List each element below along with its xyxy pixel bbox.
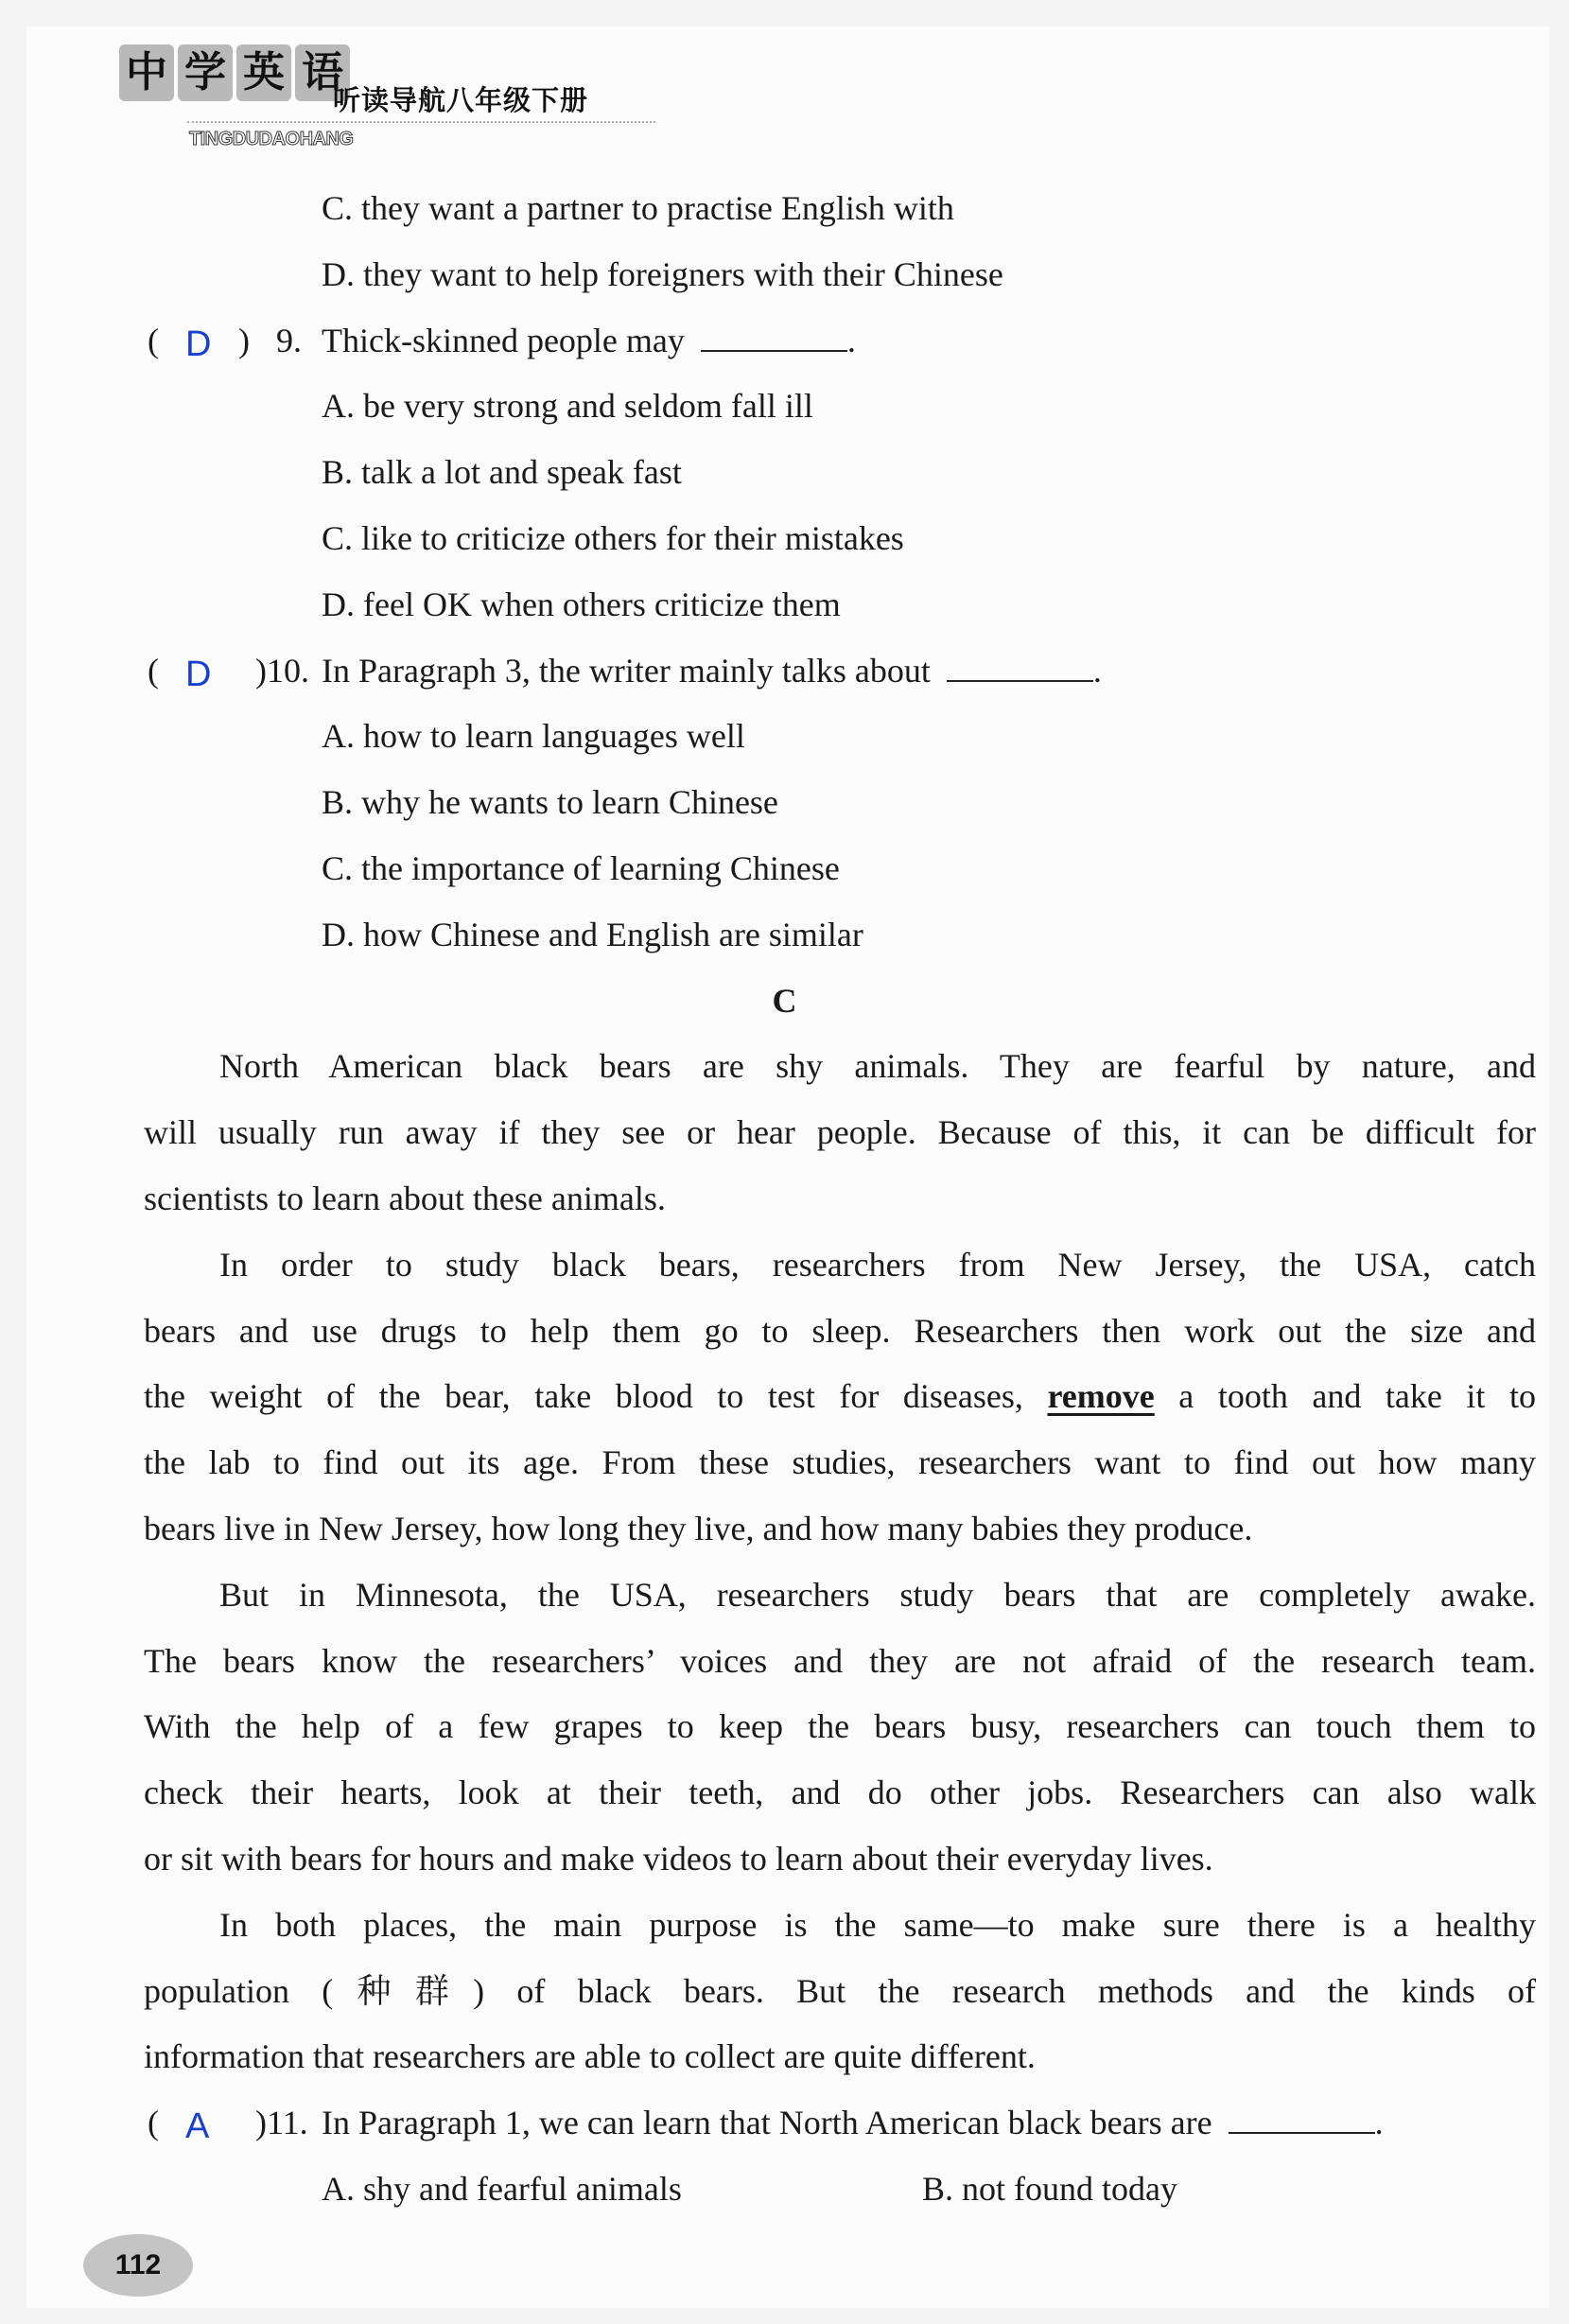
answer-blank: [947, 652, 1093, 682]
paragraph-line: [0, 1232, 1569, 1299]
q11-option-a: A. shy and fearful animals: [322, 2169, 682, 2208]
question-number: )10.: [255, 651, 309, 690]
q9-option: D. feel OK when others criticize them: [322, 585, 841, 623]
reading-passage: [0, 1034, 1569, 2090]
paragraph-text: scientists to learn about these animals.: [144, 1179, 666, 1217]
paragraph-line: [0, 1760, 1569, 1826]
question-9: [0, 308, 1569, 375]
header-pinyin: TINGDUDAOHANG: [189, 129, 354, 149]
bracket-open: (: [148, 651, 159, 690]
header-title-char: 英: [236, 44, 291, 101]
paragraph-text: In both places, the main purpose is the same—to make sure there is a healthy: [219, 1905, 1536, 1944]
q10-option: A. how to learn languages well: [322, 717, 745, 756]
answer-blank: [1229, 2104, 1375, 2134]
paragraph-text: bears and use drugs to help them go to sleep. Researchers then work out the size and: [144, 1311, 1536, 1350]
text-segment: the weight of the bear, take blood to test for diseases,: [144, 1377, 1048, 1416]
paragraph-text: information that researchers are able to collect are quite different.: [144, 2037, 1036, 2076]
answer-mark: A: [185, 2106, 210, 2147]
q8-option-d: D. they want to help foreigners with their Chinese: [322, 254, 1003, 293]
header-title-char: 语: [295, 44, 350, 101]
q10-option: D. how Chinese and English are similar: [322, 915, 863, 953]
question-stem: In Paragraph 1, we can learn that North American black bears are: [322, 2104, 1212, 2142]
paragraph-line: [0, 1629, 1569, 1695]
bracket-close: ): [238, 321, 250, 359]
paragraph-text: But in Minnesota, the USA, researchers study bears that are completely awake.: [219, 1575, 1536, 1614]
paragraph-line: [0, 1166, 1569, 1232]
paragraph-line: [0, 1826, 1569, 1893]
paragraph-text: In order to study black bears, researchers from New Jersey, the USA, catch: [219, 1245, 1536, 1284]
question-number: 9.: [276, 321, 302, 359]
paragraph-line: [0, 1694, 1569, 1760]
question-stem: In Paragraph 3, the writer mainly talks about: [322, 651, 931, 690]
q10-option: B. why he wants to learn Chinese: [322, 783, 778, 822]
header-subtitle: 听读导航八年级下册: [333, 84, 589, 116]
header-divider: [187, 121, 655, 123]
paragraph-text: or sit with bears for hours and make videos to learn about their everyday lives.: [144, 1839, 1213, 1878]
answer-blank: [701, 322, 847, 352]
paragraph-text: the lab to find out its age. From these studies, researchers want to find out how many: [144, 1443, 1536, 1482]
question-text: [322, 2090, 1384, 2157]
paragraph-text: will usually run away if they see or hear people. Because of this, it can be difficult for: [144, 1113, 1536, 1152]
question-end: .: [1092, 651, 1102, 690]
q10-option: C. the importance of learning Chinese: [322, 848, 840, 887]
question-number: )11.: [255, 2104, 308, 2142]
question-text: [322, 638, 1102, 705]
option-line: [0, 242, 1569, 308]
bracket-open: (: [148, 321, 159, 359]
q11-option-b: B. not found today: [922, 2169, 1177, 2208]
question-end: .: [1374, 2104, 1384, 2142]
paragraph-line: [0, 1893, 1569, 1959]
paragraph-line: [0, 1299, 1569, 1365]
paragraph-text: [144, 1364, 1536, 1430]
paragraph-line: [0, 1959, 1569, 2025]
text-segment: a tooth and take it to: [1154, 1377, 1536, 1416]
section-heading: C: [772, 981, 797, 1020]
answer-mark: D: [185, 323, 212, 364]
highlighted-word: remove: [1047, 1377, 1155, 1416]
question-end: .: [846, 321, 856, 359]
page-content: [0, 176, 1569, 2223]
paragraph-line: [0, 1496, 1569, 1563]
paragraph-line: [0, 1364, 1569, 1430]
paragraph-line: [0, 1100, 1569, 1166]
paragraph-text: North American black bears are shy animals. They are fearful by nature, and: [219, 1047, 1536, 1086]
question-11: [0, 2090, 1569, 2157]
paragraph-line: [0, 2024, 1569, 2090]
q9-option: A. be very strong and seldom fall ill: [322, 387, 813, 426]
page-number: 112: [83, 2234, 193, 2297]
bracket-open: (: [148, 2104, 159, 2142]
paragraph-line: [0, 1034, 1569, 1100]
paragraph-text: check their hearts, look at their teeth, and do other jobs. Researchers can also walk: [144, 1774, 1536, 1812]
paragraph-text: bears live in New Jersey, how long they live, and how many babies they produce.: [144, 1509, 1253, 1547]
header-title-char: 学: [178, 44, 233, 101]
q9-option: C. like to criticize others for their mistakes: [322, 518, 904, 557]
header-title-char: 中: [119, 44, 174, 101]
q8-option-c: C. they want a partner to practise English with: [322, 189, 954, 227]
answer-mark: D: [185, 654, 212, 694]
option-line: [0, 176, 1569, 242]
q9-option: B. talk a lot and speak fast: [322, 453, 682, 492]
question-stem: Thick-skinned people may: [322, 321, 685, 359]
paragraph-text: population (种群) of black bears. But the research methods and the kinds of: [144, 1971, 1536, 2010]
paragraph-line: [0, 1430, 1569, 1496]
paragraph-text: The bears know the researchers’ voices and they are not afraid of the research team.: [144, 1641, 1536, 1680]
paragraph-text: With the help of a few grapes to keep the bears busy, researchers can touch them to: [144, 1707, 1536, 1746]
question-10: [0, 638, 1569, 705]
question-text: [322, 308, 856, 375]
paragraph-line: [0, 1563, 1569, 1629]
